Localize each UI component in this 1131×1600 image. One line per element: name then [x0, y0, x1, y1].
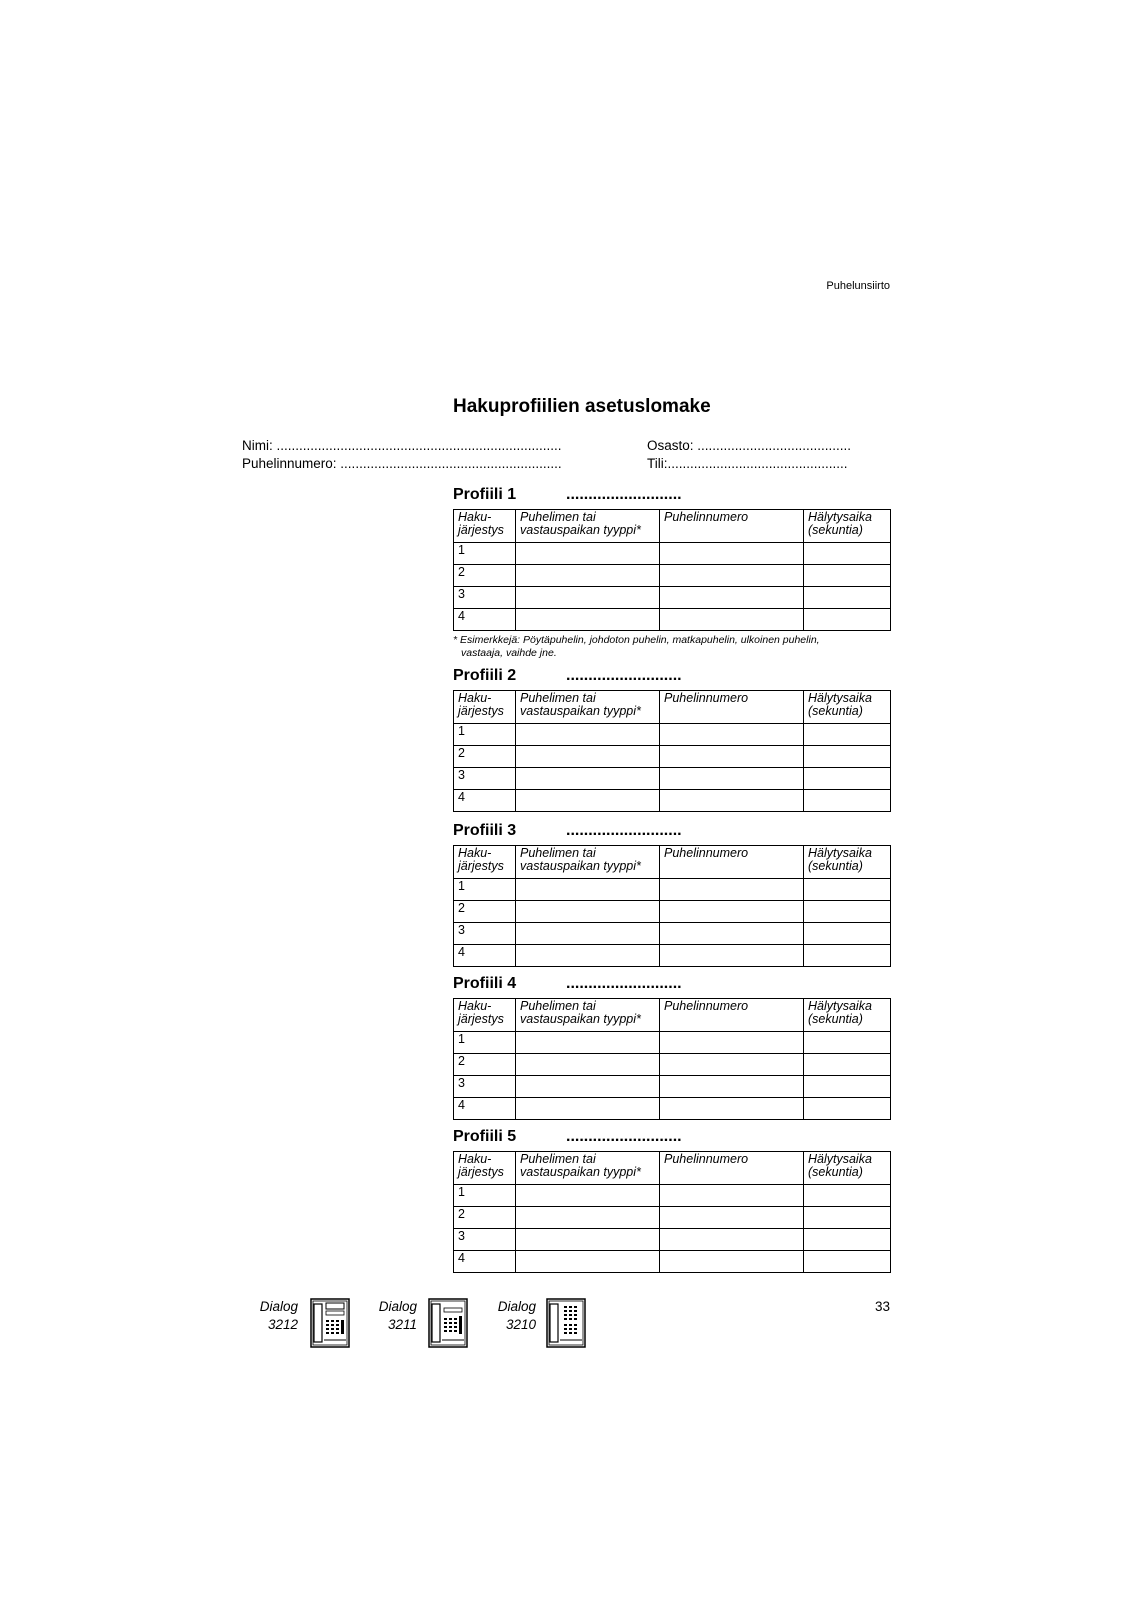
type-cell[interactable] — [516, 1251, 660, 1273]
header-type — [516, 510, 660, 543]
header-alert-time-line-2: (sekuntia) — [808, 1012, 863, 1026]
table-row — [454, 879, 891, 901]
table-row — [454, 1076, 891, 1098]
row-order-cell: 3 — [454, 1229, 516, 1251]
profile-5-name-field[interactable]: .......................... — [566, 1128, 682, 1145]
phone-3211-icon — [428, 1298, 468, 1348]
profile-1-title: Profiili 1 — [453, 486, 517, 503]
type-cell[interactable] — [516, 945, 660, 967]
page-number: 33 — [874, 1299, 890, 1314]
alert-time-cell[interactable] — [804, 1032, 891, 1054]
phone-3212-icon — [310, 1298, 350, 1348]
header-order-line-1: Haku- — [458, 999, 492, 1013]
table-row — [454, 1098, 891, 1120]
type-cell[interactable] — [516, 1032, 660, 1054]
header-order — [454, 846, 516, 879]
header-type-line-2: vastauspaikan tyyppi* — [520, 1012, 641, 1026]
dialog-3210-model: 3210 — [505, 1317, 536, 1332]
type-cell[interactable] — [516, 790, 660, 812]
number-cell[interactable] — [660, 1098, 804, 1120]
dialog-3212-label-text: Dialog — [259, 1299, 298, 1314]
table-row — [454, 1185, 891, 1207]
header-alert-time-line-1: Hälytysaika — [808, 510, 872, 524]
header-type-line-1: Puhelimen tai — [520, 1152, 596, 1166]
type-cell[interactable] — [516, 1054, 660, 1076]
number-cell[interactable] — [660, 1054, 804, 1076]
alert-time-cell[interactable] — [804, 923, 891, 945]
header-number: Puhelinnumero — [660, 510, 804, 543]
profile-2-name-field[interactable]: .......................... — [566, 667, 682, 684]
header-order — [454, 1152, 516, 1185]
number-cell[interactable] — [660, 746, 804, 768]
header-type-line-2: vastauspaikan tyyppi* — [520, 704, 641, 718]
header-alert-time — [804, 999, 891, 1032]
number-cell[interactable] — [660, 1229, 804, 1251]
header-alert-time — [804, 510, 891, 543]
row-order-cell: 4 — [454, 609, 516, 631]
header-order-line-2: järjestys — [458, 859, 504, 873]
dialog-3212-label — [238, 1298, 298, 1334]
type-cell[interactable] — [516, 565, 660, 587]
table-row — [454, 1229, 891, 1251]
profile-1-name-field[interactable]: .......................... — [566, 486, 682, 503]
header-order-line-1: Haku- — [458, 510, 492, 524]
number-cell[interactable] — [660, 1207, 804, 1229]
type-cell[interactable] — [516, 1185, 660, 1207]
header-order — [454, 691, 516, 724]
row-order-cell: 1 — [454, 1185, 516, 1207]
profile-2-title: Profiili 2 — [453, 667, 517, 684]
type-cell[interactable] — [516, 746, 660, 768]
header-type-line-2: vastauspaikan tyyppi* — [520, 1165, 641, 1179]
header-number: Puhelinnumero — [660, 846, 804, 879]
header-type — [516, 1152, 660, 1185]
number-cell[interactable] — [660, 1185, 804, 1207]
header-order-line-2: järjestys — [458, 1012, 504, 1026]
table-row — [454, 923, 891, 945]
alert-time-cell[interactable] — [804, 945, 891, 967]
page-title: Hakuprofiilien asetuslomake — [453, 396, 711, 417]
footnote-line-2: vastaaja, vaihde jne. — [461, 647, 557, 659]
profile-3-name-field[interactable]: .......................... — [566, 822, 682, 839]
table-row — [454, 1032, 891, 1054]
number-cell[interactable] — [660, 790, 804, 812]
section-header: Puhelunsiirto — [826, 280, 890, 292]
header-order — [454, 999, 516, 1032]
number-cell[interactable] — [660, 1251, 804, 1273]
type-cell[interactable] — [516, 1229, 660, 1251]
alert-time-cell[interactable] — [804, 1229, 891, 1251]
alert-time-cell[interactable] — [804, 746, 891, 768]
profile-5-title: Profiili 5 — [453, 1128, 517, 1145]
type-cell[interactable] — [516, 1076, 660, 1098]
alert-time-cell[interactable] — [804, 1076, 891, 1098]
number-cell[interactable] — [660, 1032, 804, 1054]
row-order-cell: 3 — [454, 587, 516, 609]
alert-time-cell[interactable] — [804, 1251, 891, 1273]
table-row — [454, 565, 891, 587]
header-type-line-1: Puhelimen tai — [520, 510, 596, 524]
type-cell[interactable] — [516, 1207, 660, 1229]
row-order-cell: 2 — [454, 901, 516, 923]
header-alert-time-line-2: (sekuntia) — [808, 704, 863, 718]
header-order-line-1: Haku- — [458, 1152, 492, 1166]
alert-time-cell[interactable] — [804, 1098, 891, 1120]
header-type-line-2: vastauspaikan tyyppi* — [520, 859, 641, 873]
table-row — [454, 1251, 891, 1273]
header-type-line-1: Puhelimen tai — [520, 846, 596, 860]
number-cell[interactable] — [660, 901, 804, 923]
alert-time-cell[interactable] — [804, 587, 891, 609]
alert-time-cell[interactable] — [804, 768, 891, 790]
header-number: Puhelinnumero — [660, 999, 804, 1032]
alert-time-cell[interactable] — [804, 565, 891, 587]
type-cell[interactable] — [516, 923, 660, 945]
department-field: Osasto: ......................................... — [647, 438, 852, 453]
row-order-cell: 1 — [454, 543, 516, 565]
type-cell[interactable] — [516, 543, 660, 565]
profile-4-name-field[interactable]: .......................... — [566, 975, 682, 992]
phone-3210-icon — [546, 1298, 586, 1348]
header-alert-time-line-2: (sekuntia) — [808, 859, 863, 873]
profile-3-table — [453, 845, 891, 967]
alert-time-cell[interactable] — [804, 1054, 891, 1076]
row-order-cell: 2 — [454, 1054, 516, 1076]
header-alert-time-line-1: Hälytysaika — [808, 691, 872, 705]
header-order-line-1: Haku- — [458, 691, 492, 705]
table-row — [454, 609, 891, 631]
alert-time-cell[interactable] — [804, 724, 891, 746]
number-cell[interactable] — [660, 923, 804, 945]
dialog-3211-label-text: Dialog — [378, 1299, 417, 1314]
row-order-cell: 3 — [454, 1076, 516, 1098]
table-row — [454, 724, 891, 746]
table-header-row — [454, 510, 891, 543]
profile-4-table — [453, 998, 891, 1120]
number-cell[interactable] — [660, 945, 804, 967]
header-alert-time-line-1: Hälytysaika — [808, 999, 872, 1013]
table-row — [454, 901, 891, 923]
header-type — [516, 846, 660, 879]
footnote-line-1: * Esimerkkejä: Pöytäpuhelin, johdoton puhelin, matkapuhelin, ulkoinen puhelin, — [453, 634, 820, 646]
header-order — [454, 510, 516, 543]
dialog-3210-label — [476, 1298, 536, 1334]
type-cell[interactable] — [516, 724, 660, 746]
number-cell[interactable] — [660, 768, 804, 790]
type-cell[interactable] — [516, 768, 660, 790]
alert-time-cell[interactable] — [804, 901, 891, 923]
profile-5-table — [453, 1151, 891, 1273]
row-order-cell: 1 — [454, 724, 516, 746]
row-order-cell: 1 — [454, 1032, 516, 1054]
alert-time-cell[interactable] — [804, 790, 891, 812]
table-row — [454, 1207, 891, 1229]
footnote — [453, 634, 873, 660]
header-alert-time — [804, 691, 891, 724]
header-order-line-2: järjestys — [458, 704, 504, 718]
header-order-line-2: järjestys — [458, 1165, 504, 1179]
number-cell[interactable] — [660, 724, 804, 746]
table-row — [454, 543, 891, 565]
row-order-cell: 2 — [454, 1207, 516, 1229]
profile-3-title: Profiili 3 — [453, 822, 517, 839]
profile-1-table — [453, 509, 891, 631]
type-cell[interactable] — [516, 609, 660, 631]
header-type-line-1: Puhelimen tai — [520, 999, 596, 1013]
header-type — [516, 691, 660, 724]
header-order-line-2: järjestys — [458, 523, 504, 537]
row-order-cell: 3 — [454, 923, 516, 945]
alert-time-cell[interactable] — [804, 1207, 891, 1229]
number-cell[interactable] — [660, 609, 804, 631]
table-row — [454, 945, 891, 967]
type-cell[interactable] — [516, 587, 660, 609]
dialog-3210-label-text: Dialog — [497, 1299, 536, 1314]
alert-time-cell[interactable] — [804, 543, 891, 565]
header-number: Puhelinnumero — [660, 691, 804, 724]
header-alert-time-line-2: (sekuntia) — [808, 523, 863, 537]
table-row — [454, 746, 891, 768]
profile-4-title: Profiili 4 — [453, 975, 517, 992]
alert-time-cell[interactable] — [804, 609, 891, 631]
alert-time-cell[interactable] — [804, 879, 891, 901]
row-order-cell: 4 — [454, 1251, 516, 1273]
table-header-row — [454, 691, 891, 724]
table-header-row — [454, 846, 891, 879]
header-number: Puhelinnumero — [660, 1152, 804, 1185]
table-row — [454, 790, 891, 812]
number-cell[interactable] — [660, 543, 804, 565]
header-alert-time-line-2: (sekuntia) — [808, 1165, 863, 1179]
header-alert-time — [804, 846, 891, 879]
name-field: Nimi: ............................................................................ — [242, 438, 562, 453]
header-type-line-2: vastauspaikan tyyppi* — [520, 523, 641, 537]
profile-2-table — [453, 690, 891, 812]
account-field: Tili:................................................ — [647, 456, 848, 471]
table-row — [454, 768, 891, 790]
header-type — [516, 999, 660, 1032]
type-cell[interactable] — [516, 1098, 660, 1120]
header-type-line-1: Puhelimen tai — [520, 691, 596, 705]
row-order-cell: 4 — [454, 1098, 516, 1120]
number-cell[interactable] — [660, 879, 804, 901]
type-cell[interactable] — [516, 879, 660, 901]
header-alert-time-line-1: Hälytysaika — [808, 1152, 872, 1166]
number-cell[interactable] — [660, 1076, 804, 1098]
number-cell[interactable] — [660, 587, 804, 609]
table-row — [454, 587, 891, 609]
table-row — [454, 1054, 891, 1076]
table-header-row — [454, 999, 891, 1032]
row-order-cell: 4 — [454, 790, 516, 812]
dialog-3212-model: 3212 — [267, 1317, 298, 1332]
number-cell[interactable] — [660, 565, 804, 587]
header-alert-time — [804, 1152, 891, 1185]
table-header-row — [454, 1152, 891, 1185]
alert-time-cell[interactable] — [804, 1185, 891, 1207]
row-order-cell: 2 — [454, 565, 516, 587]
dialog-3211-model: 3211 — [387, 1317, 417, 1332]
row-order-cell: 3 — [454, 768, 516, 790]
row-order-cell: 1 — [454, 879, 516, 901]
header-order-line-1: Haku- — [458, 846, 492, 860]
row-order-cell: 2 — [454, 746, 516, 768]
type-cell[interactable] — [516, 901, 660, 923]
header-alert-time-line-1: Hälytysaika — [808, 846, 872, 860]
dialog-3211-label — [357, 1298, 417, 1334]
phone-number-field: Puhelinnumero: ........................................................... — [242, 456, 562, 471]
row-order-cell: 4 — [454, 945, 516, 967]
